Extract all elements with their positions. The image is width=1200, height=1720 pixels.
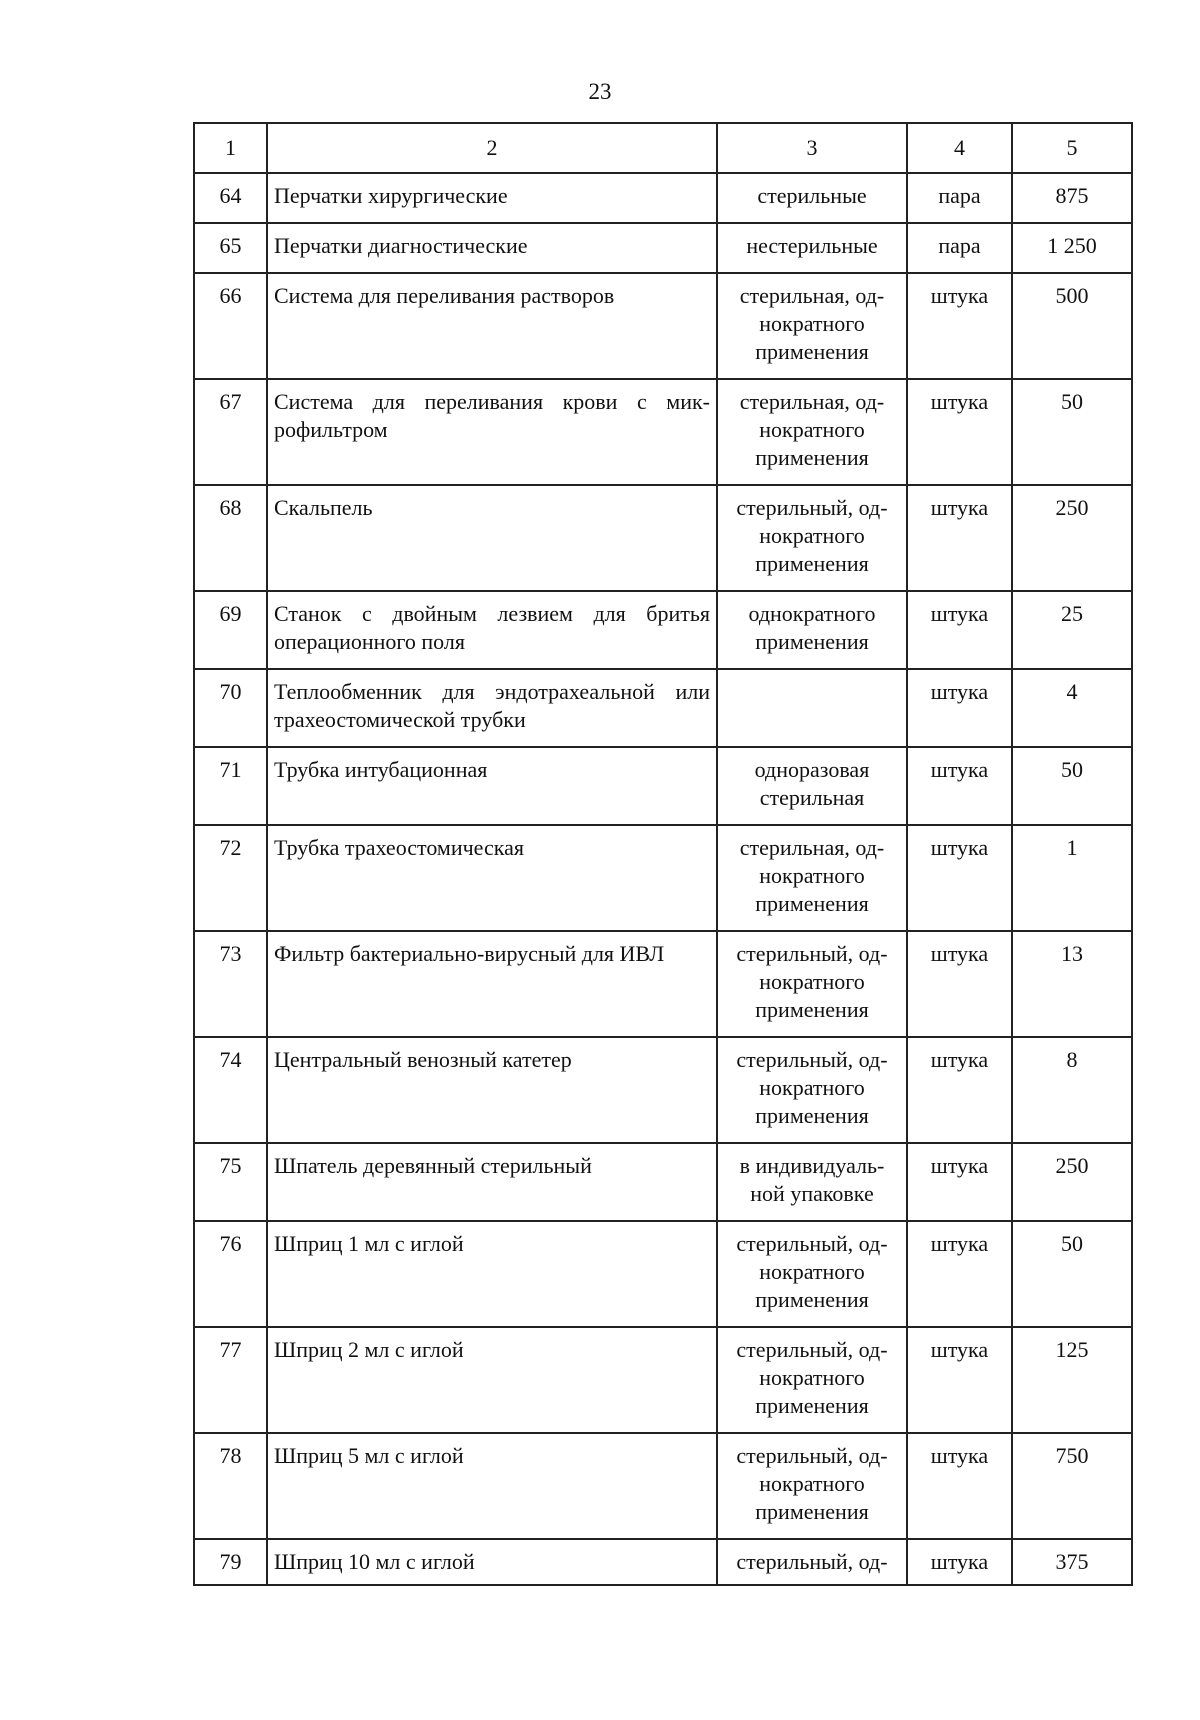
row-number-cell: 67	[194, 379, 267, 485]
table-row	[194, 931, 1132, 1037]
table-row	[194, 669, 1132, 747]
item-quantity-cell: 50	[1012, 747, 1132, 825]
item-name-cell: Шприц 10 мл с иглой	[267, 1539, 717, 1585]
item-quantity-cell: 25	[1012, 591, 1132, 669]
item-quantity-cell: 375	[1012, 1539, 1132, 1585]
item-characteristics-cell: нестерильные	[717, 223, 907, 273]
item-characteristics-cell: стерильная, од-нократного применения	[717, 379, 907, 485]
page-number: 23	[588, 79, 612, 104]
supply-table	[193, 122, 1133, 1586]
row-number-cell: 70	[194, 669, 267, 747]
item-characteristics-cell: однократного применения	[717, 591, 907, 669]
item-quantity-cell: 125	[1012, 1327, 1132, 1433]
item-name-cell: Шприц 2 мл с иглой	[267, 1327, 717, 1433]
item-unit-cell: штука	[907, 931, 1012, 1037]
table-row	[194, 485, 1132, 591]
item-name-cell: Перчатки хирургические	[267, 173, 717, 223]
item-quantity-cell: 4	[1012, 669, 1132, 747]
item-name-cell: Система для переливания растворов	[267, 273, 717, 379]
row-number-cell: 65	[194, 223, 267, 273]
item-quantity-cell: 1 250	[1012, 223, 1132, 273]
item-name-cell: Трубка интубационная	[267, 747, 717, 825]
item-characteristics-cell: стерильный, од-нократного применения	[717, 931, 907, 1037]
item-quantity-cell: 50	[1012, 1221, 1132, 1327]
item-unit-cell: штука	[907, 379, 1012, 485]
item-characteristics-cell: стерильный, од-нократного применения	[717, 1327, 907, 1433]
item-unit-cell: штука	[907, 1143, 1012, 1221]
row-number-cell: 69	[194, 591, 267, 669]
item-characteristics-cell: стерильный, од-нократного применения	[717, 485, 907, 591]
table-row	[194, 273, 1132, 379]
item-characteristics-cell: стерильный, од-нократного применения	[717, 1221, 907, 1327]
item-name-cell: Перчатки диагностические	[267, 223, 717, 273]
item-unit-cell: штука	[907, 485, 1012, 591]
table-row	[194, 1037, 1132, 1143]
item-name-cell: Фильтр бактериально-вирусный для ИВЛ	[267, 931, 717, 1037]
table-row	[194, 825, 1132, 931]
item-quantity-cell: 50	[1012, 379, 1132, 485]
row-number-cell: 71	[194, 747, 267, 825]
table-body	[194, 173, 1132, 1585]
header-col-quantity: 5	[1012, 123, 1132, 173]
table-row	[194, 173, 1132, 223]
row-number-cell: 75	[194, 1143, 267, 1221]
item-unit-cell: штука	[907, 1327, 1012, 1433]
item-unit-cell: штука	[907, 747, 1012, 825]
table-row	[194, 1221, 1132, 1327]
item-characteristics-cell: стерильный, од-	[717, 1539, 907, 1585]
item-unit-cell: штука	[907, 669, 1012, 747]
table-row	[194, 747, 1132, 825]
item-unit-cell: пара	[907, 173, 1012, 223]
table-row	[194, 591, 1132, 669]
item-unit-cell: штука	[907, 825, 1012, 931]
item-characteristics-cell: стерильная, од-нократного применения	[717, 825, 907, 931]
item-characteristics-cell	[717, 669, 907, 747]
row-number-cell: 72	[194, 825, 267, 931]
header-col-unit: 4	[907, 123, 1012, 173]
row-number-cell: 66	[194, 273, 267, 379]
item-characteristics-cell: одноразовая стерильная	[717, 747, 907, 825]
item-quantity-cell: 250	[1012, 485, 1132, 591]
item-characteristics-cell: стерильная, од-нократного применения	[717, 273, 907, 379]
item-quantity-cell: 750	[1012, 1433, 1132, 1539]
item-name-cell: Скальпель	[267, 485, 717, 591]
table-row	[194, 1539, 1132, 1585]
row-number-cell: 74	[194, 1037, 267, 1143]
row-number-cell: 79	[194, 1539, 267, 1585]
item-unit-cell: штука	[907, 1037, 1012, 1143]
item-unit-cell: штука	[907, 1433, 1012, 1539]
item-name-cell: Шприц 1 мл с иглой	[267, 1221, 717, 1327]
item-name-cell: Центральный венозный катетер	[267, 1037, 717, 1143]
item-quantity-cell: 875	[1012, 173, 1132, 223]
item-quantity-cell: 250	[1012, 1143, 1132, 1221]
header-col-number: 1	[194, 123, 267, 173]
item-quantity-cell: 8	[1012, 1037, 1132, 1143]
item-quantity-cell: 13	[1012, 931, 1132, 1037]
item-name-cell: Шпатель деревянный стерильный	[267, 1143, 717, 1221]
item-quantity-cell: 1	[1012, 825, 1132, 931]
table-row	[194, 1143, 1132, 1221]
item-unit-cell: штука	[907, 273, 1012, 379]
table-header-row	[194, 123, 1132, 173]
row-number-cell: 77	[194, 1327, 267, 1433]
header-col-name: 2	[267, 123, 717, 173]
row-number-cell: 76	[194, 1221, 267, 1327]
table-row	[194, 1327, 1132, 1433]
item-characteristics-cell: стерильный, од-нократного применения	[717, 1433, 907, 1539]
item-quantity-cell: 500	[1012, 273, 1132, 379]
item-characteristics-cell: стерильные	[717, 173, 907, 223]
row-number-cell: 73	[194, 931, 267, 1037]
item-name-cell: Шприц 5 мл с иглой	[267, 1433, 717, 1539]
item-characteristics-cell: стерильный, од-нократного применения	[717, 1037, 907, 1143]
item-unit-cell: штука	[907, 1221, 1012, 1327]
item-unit-cell: штука	[907, 1539, 1012, 1585]
row-number-cell: 68	[194, 485, 267, 591]
item-name-cell: Теплообменник для эндотрахеальной или трахеостомической трубки	[267, 669, 717, 747]
row-number-cell: 78	[194, 1433, 267, 1539]
item-unit-cell: пара	[907, 223, 1012, 273]
table-row	[194, 1433, 1132, 1539]
item-characteristics-cell: в индивидуаль-ной упаковке	[717, 1143, 907, 1221]
item-name-cell: Трубка трахеостомическая	[267, 825, 717, 931]
table-row	[194, 223, 1132, 273]
table-row	[194, 379, 1132, 485]
item-name-cell: Система для переливания крови с мик-рофильтром	[267, 379, 717, 485]
item-name-cell: Станок с двойным лезвием для бритья операционного поля	[267, 591, 717, 669]
item-unit-cell: штука	[907, 591, 1012, 669]
header-col-characteristics: 3	[717, 123, 907, 173]
row-number-cell: 64	[194, 173, 267, 223]
